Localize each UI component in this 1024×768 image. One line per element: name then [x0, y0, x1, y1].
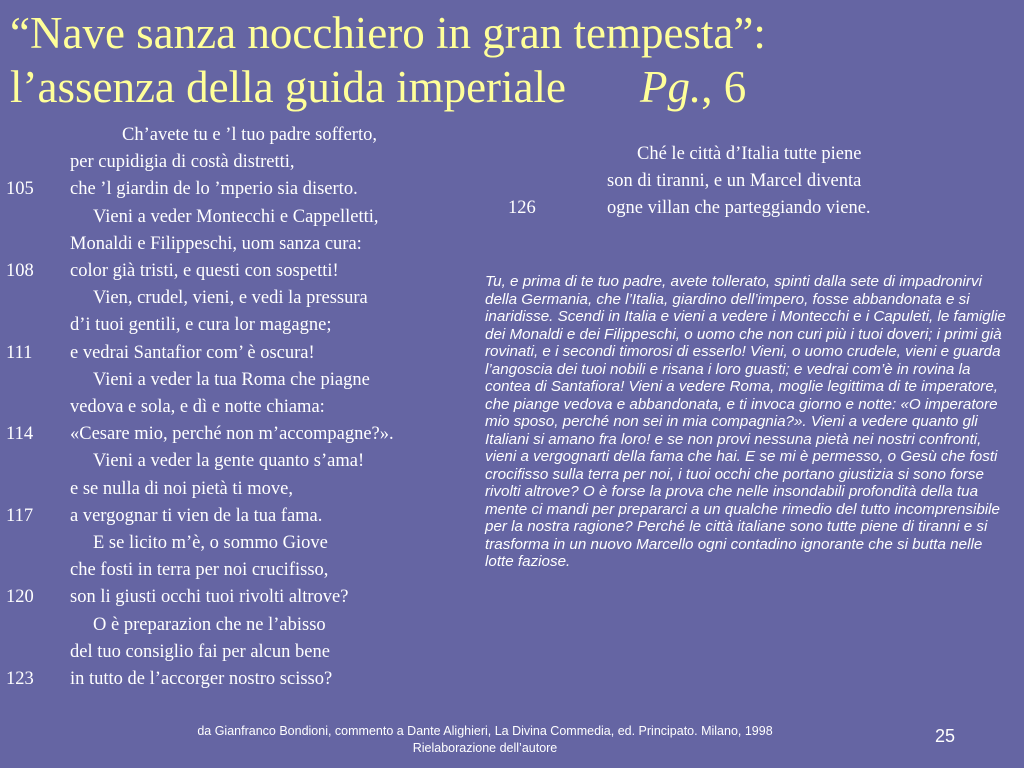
verse-text: «Cesare mio, perché non m’accompagne?».: [70, 424, 394, 445]
footer-note: Rielaborazione dell’autore: [412, 741, 558, 755]
page-number: 25: [935, 726, 956, 746]
verse-number: 120: [6, 587, 34, 608]
verse-text: E se licito m’è, o sommo Giove: [93, 533, 328, 553]
verse-text: che fosti in terra per noi crucifisso,: [70, 560, 329, 581]
title-line-2: l’assenza della guida imperiale: [10, 62, 566, 112]
verse-text: del tuo consiglio fai per alcun bene: [70, 641, 330, 662]
verse-text: e vedrai Santafior com’ è oscura!: [70, 342, 315, 363]
verse-text: Vien, crudel, vieni, e vedi la pressura: [93, 288, 368, 309]
footer-source: da Gianfranco Bondioni, commento a Dante Alighieri, La Divina Commedia, ed. Principato. Milano, 1998: [197, 724, 773, 738]
verse-number: 105: [6, 179, 34, 200]
verse-number: 126: [508, 198, 536, 219]
verse-text: vedova e sola, e dì e notte chiama:: [70, 397, 325, 417]
verse-number: 108: [6, 261, 34, 281]
verse-text: color già tristi, e questi con sospetti!: [70, 261, 339, 281]
verse-number: 123: [6, 669, 34, 689]
prose-translation: Tu, e prima di te tuo padre, avete tollerato, spinti dalla sete di impadronirvi della Germania, che l’Italia, giardino dell’impero, fosse abbandonata e si inaridisse. Scendi in Italia e vieni a vedere i Montecchi e i Capuleti, le famiglie dei Monaldi e dei Filippeschi, o uomo che non curi più i tuoi doveri; i primi già rovinati, e i secondi timorosi di esserlo! Vieni, o uomo crudele, vieni e guarda l’angoscia dei tuoi nobili e risana i loro guasti; e vedrai com’è in rovina la contea di Santafiora! Vieni a vedere Roma, moglie legittima di te imperatore, che piange vedova e abbandonata, e ti invoca giorno e notte: «O imperatore mio sposo, perché non sei in mia compagnia?». Vieni a vedere quanto gli Italiani si amano fra loro! e se non provi nessuna pietà nei nostri confronti, vieni a vergognarti della fama che hai. E se mi è permesso, o Gesù che fosti crocifisso sulla terra per noi, i tuoi occhi che portano giustizia si sono forse rivolti altrove? O è forse la prova che nelle insondabili profondità della tua mente ci mandi per prepararci a un qualche rimedio del tutto incomprensibile per la nostra ragione? Perché le città italiane sono tutte piene di tiranni e si trasforma in un nuovo Marcello ogni contadino ignorante che si butta nelle lotte faziose.: [485, 273, 1006, 570]
verse-text: a vergognar ti vien de la tua fama.: [70, 505, 323, 526]
verse-text: Vieni a veder Montecchi e Cappelletti,: [93, 206, 379, 227]
title-canto-ref: Pg.: [640, 62, 702, 112]
verse-text: Ch’avete tu e ’l tuo padre sofferto,: [122, 125, 377, 145]
title-line-1: “Nave sanza nocchiero in gran tempesta”:: [10, 8, 766, 58]
verse-text: che ’l giardin de lo ’mperio sia diserto.: [70, 179, 358, 200]
verse-text: Vieni a veder la tua Roma che piagne: [93, 369, 370, 390]
verse-text: e se nulla di noi pietà ti move,: [70, 478, 293, 499]
verse-number: 117: [6, 505, 34, 526]
verse-text: in tutto de l’accorger nostro scisso?: [70, 669, 333, 689]
verse-text: Monaldi e Filippeschi, uom sanza cura:: [70, 233, 362, 254]
verse-text: per cupidigia di costà distretti,: [70, 152, 295, 173]
title-canto-num: , 6: [701, 62, 747, 112]
verse-text: d’i tuoi gentili, e cura lor magagne;: [70, 315, 332, 336]
footer-citation: [130, 723, 840, 757]
verse-text: O è preparazion che ne l’abisso: [93, 614, 326, 635]
verse-text: Ché le città d’Italia tutte piene: [637, 144, 862, 164]
verse-text: Vieni a veder la gente quanto s’ama!: [93, 451, 365, 472]
verse-text: son li giusti occhi tuoi rivolti altrove?: [70, 587, 349, 608]
verse-text: son di tiranni, e un Marcel diventa: [607, 171, 862, 192]
slide-title: [10, 6, 1020, 114]
verse-number: 111: [6, 342, 33, 363]
verse-number: 114: [6, 424, 34, 445]
verse-text: ogne villan che parteggiando viene.: [607, 198, 871, 219]
